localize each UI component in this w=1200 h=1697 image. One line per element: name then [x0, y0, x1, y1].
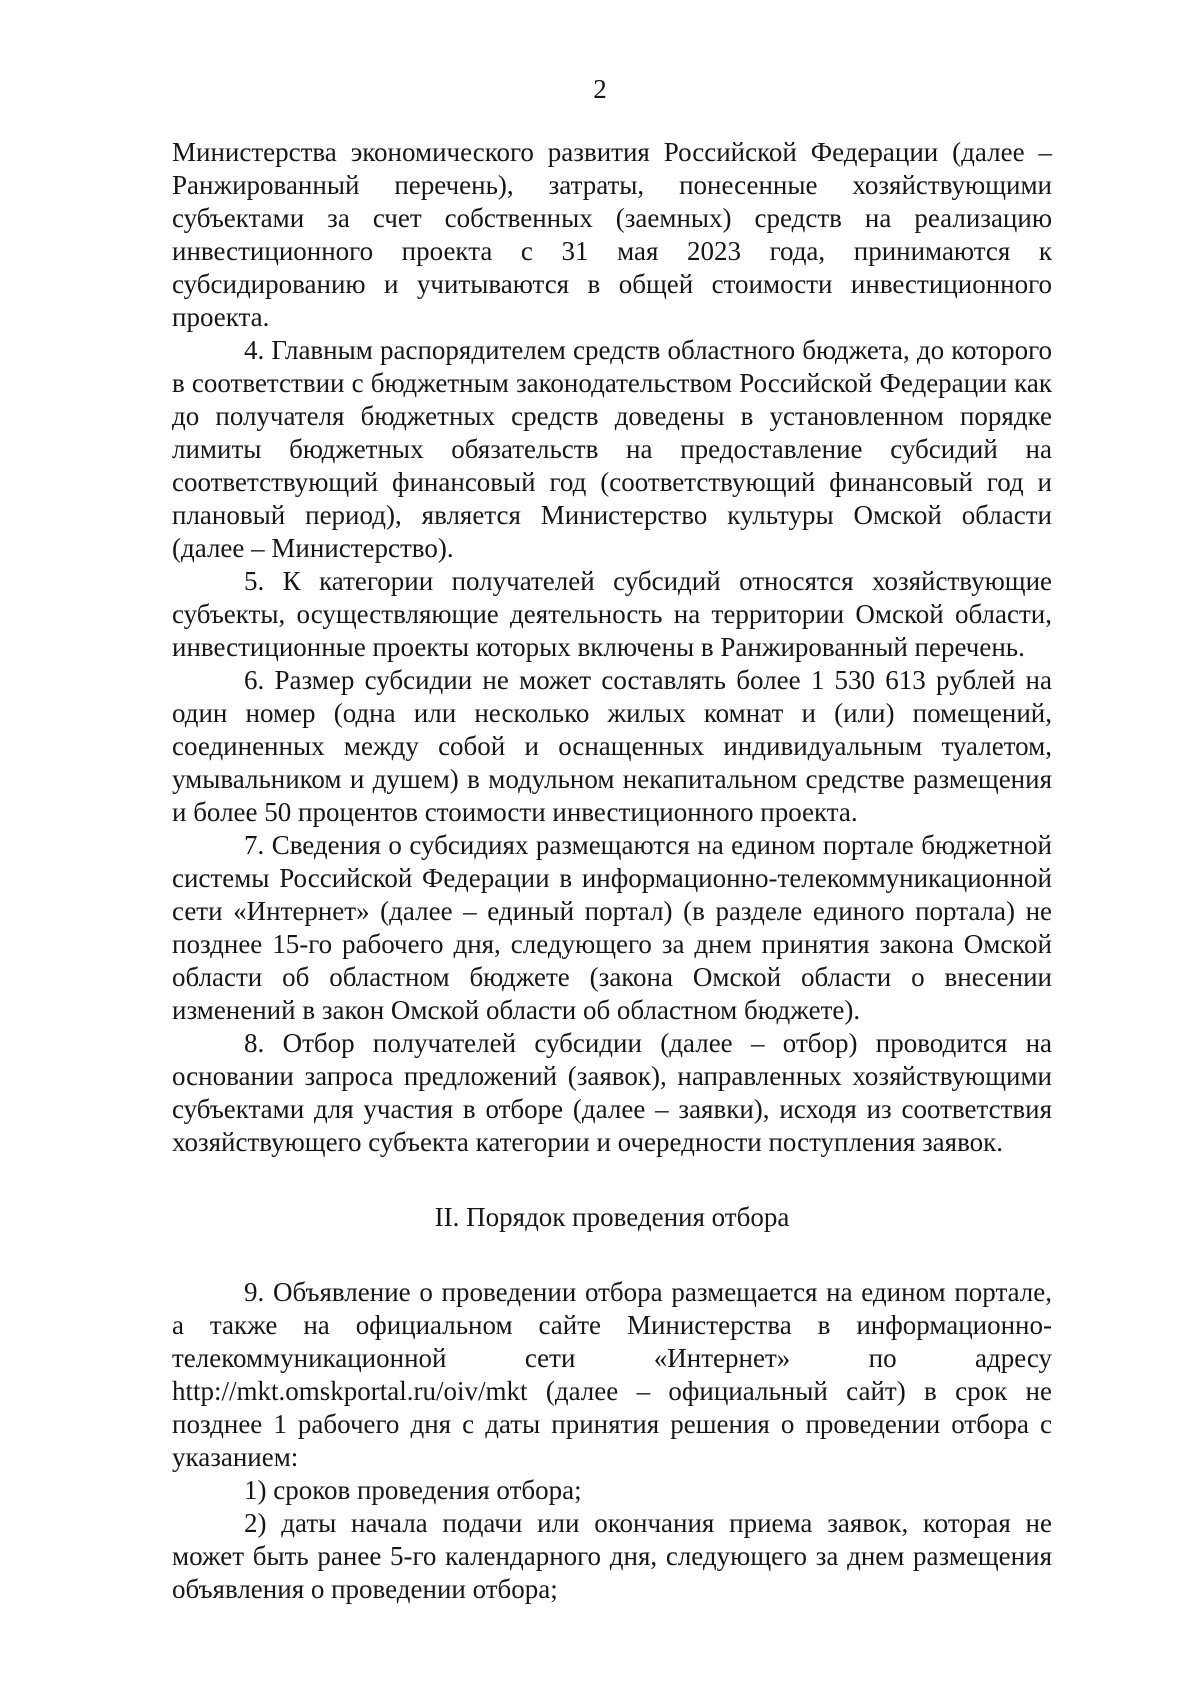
paragraph-6: 6. Размер субсидии не может составлять более 1 530 613 рублей на один номер (одна или несколько жилых комнат и (или) помещений, соединенных между собой и оснащенных индивидуальным туалетом, умывальником и душем) в модульном некапитальном средстве размещения и более 50 процентов стоимости инвестиционного проекта.: [172, 665, 1052, 827]
paragraph-9: [172, 1276, 1052, 1474]
document-body: [172, 136, 1052, 1606]
section-title: II. Порядок проведения отбора: [434, 1202, 790, 1232]
paragraph-3-continuation: Министерства экономического развития Российской Федерации (далее – Ранжированный перечень), затраты, понесенные хозяйствующими субъектами за счет собственных (заемных) средств на реализацию инвестиционного проекта с 31 мая 2023 года, принимаются к субсидированию и учитываются в общей стоимости инвестиционного проекта.: [172, 137, 1052, 332]
paragraph-8: 8. Отбор получателей субсидии (далее – отбор) проводится на основании запроса предложений (заявок), направленных хозяйствующими субъектами для участия в отборе (далее – заявки), исходя из соответствия хозяйствующего субъекта категории и очередности поступления заявок.: [172, 1028, 1052, 1157]
paragraph-9-text-end: (далее – официальный сайт) в срок не позднее 1 рабочего дня с даты принятия решения о проведении отбора с указанием:: [172, 1376, 1052, 1472]
paragraph-7: 7. Сведения о субсидиях размещаются на едином портале бюджетной системы Российской Федерации в информационно-телекоммуникационной сети «Интернет» (далее – единый портал) (в разделе единого портала) не позднее 15-го рабочего дня, следующего за днем принятия закона Омской области об областном бюджете (закона Омской области о внесении изменений в закон Омской области об областном бюджете).: [172, 830, 1052, 1025]
paragraph-4: 4. Главным распорядителем средств областного бюджета, до которого в соответствии с бюджетным законодательством Российской Федерации как до получателя бюджетных средств доведены в установленном порядке лимиты бюджетных обязательств на предоставление субсидий на соответствующий финансовый год (соответствующий финансовый год и плановый период), является Министерство культуры Омской области (далее – Министерство).: [172, 335, 1052, 563]
page-number: 2: [593, 74, 607, 104]
paragraph-9-text: 9. Объявление о проведении отбора размещается на едином портале, а также на официальном сайте Министерства в информационно-телекоммуникационной сети «Интернет» по адресу: [172, 1277, 1052, 1373]
list-item-2: 2) даты начала подачи или окончания приема заявок, которая не может быть ранее 5-го календарного дня, следующего за днем размещения объявления о проведении отбора;: [172, 1508, 1052, 1604]
paragraph-5: 5. К категории получателей субсидий относятся хозяйствующие субъекты, осуществляющие деятельность на территории Омской области, инвестиционные проекты которых включены в Ранжированный перечень.: [172, 566, 1052, 662]
list-item-1: 1) сроков проведения отбора;: [244, 1475, 582, 1505]
website-url: http://mkt.omskportal.ru/oiv/mkt: [172, 1376, 528, 1406]
